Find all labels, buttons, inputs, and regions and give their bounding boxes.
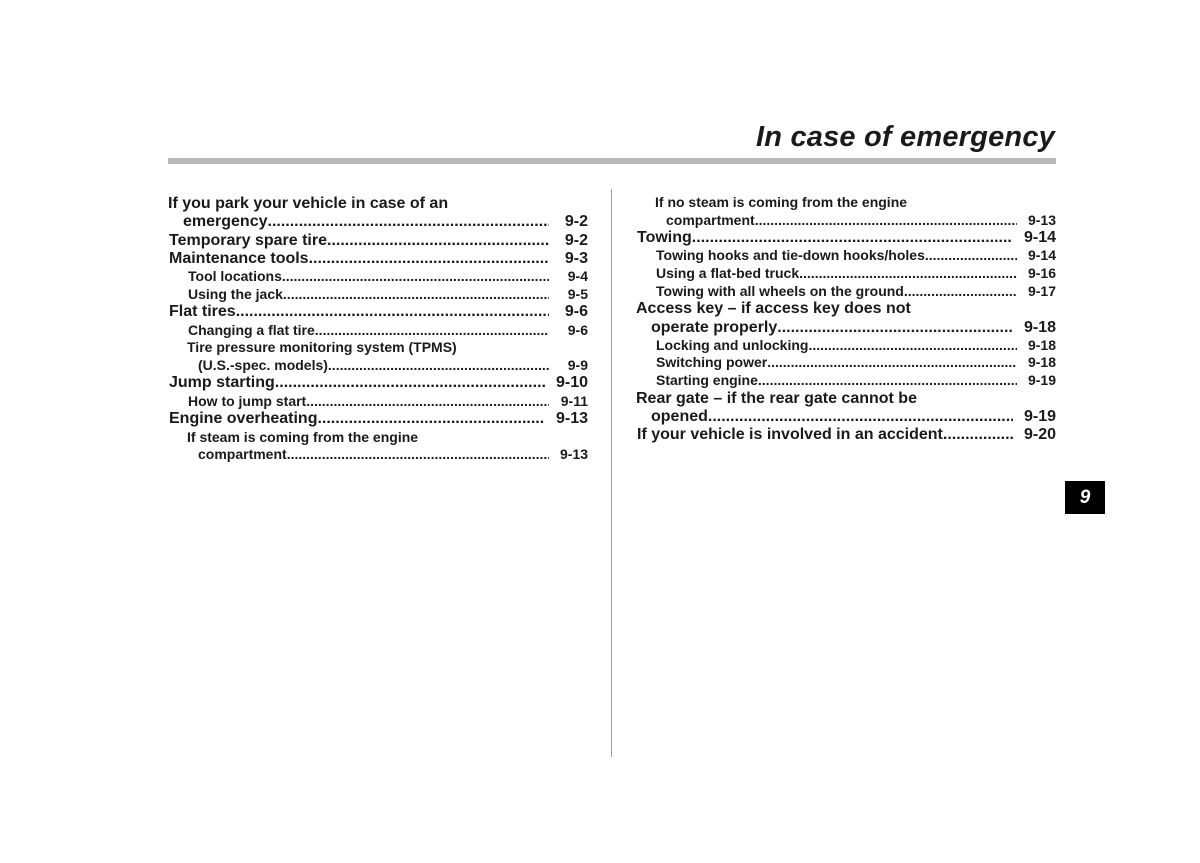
toc-entry[interactable] <box>636 265 1056 283</box>
toc-entry-line <box>655 247 1056 265</box>
toc-entry[interactable] <box>168 195 588 232</box>
toc-entry-title: Maintenance tools <box>169 249 309 267</box>
toc-entry-title: Tire pressure monitoring system (TPMS) <box>187 339 457 356</box>
toc-entry-title: Flat tires <box>169 303 236 321</box>
toc-entry-title: If steam is coming from the engine <box>187 428 419 445</box>
toc-entry[interactable] <box>168 232 588 250</box>
toc-entry-line <box>655 283 1056 301</box>
dot-leader <box>287 446 549 464</box>
toc-page-number: 9-6 <box>564 303 588 321</box>
toc-entry-title: Towing <box>637 229 692 247</box>
toc-entry-title: Engine overheating <box>169 410 318 428</box>
toc-entry[interactable] <box>636 354 1056 372</box>
toc-page-number: 9-11 <box>560 392 588 409</box>
toc-page-number: 9-18 <box>1027 336 1056 353</box>
toc-page-number: 9-2 <box>564 213 588 231</box>
toc-entry-line <box>168 410 588 428</box>
toc-entry-line <box>168 250 588 268</box>
toc-page-number: 9-16 <box>1027 265 1056 282</box>
toc-entry-title: Access key – if access key does not <box>636 300 911 318</box>
toc-page-number: 9-13 <box>559 446 588 463</box>
toc-entry[interactable] <box>168 393 588 411</box>
toc-page-number: 9-13 <box>555 410 588 428</box>
dot-leader <box>755 212 1017 230</box>
toc-entry-title: Rear gate – if the rear gate cannot be <box>636 389 917 407</box>
toc-entry-title: Towing hooks and tie-down hooks/holes <box>656 247 925 264</box>
toc-entry-line <box>655 265 1056 283</box>
toc-column-right <box>636 194 1056 445</box>
dot-leader <box>283 286 549 304</box>
toc-entry-line <box>187 286 588 304</box>
toc-entry-title: If your vehicle is involved in an accident <box>637 426 943 444</box>
toc-entry-title: Changing a flat tire <box>188 321 315 338</box>
dot-leader <box>282 268 549 286</box>
toc-page-number: 9-9 <box>567 356 588 373</box>
dot-leader <box>236 303 549 321</box>
toc-entry[interactable] <box>636 194 1056 229</box>
toc-page-number: 9-14 <box>1023 229 1056 247</box>
column-divider <box>611 189 612 757</box>
toc-page-number: 9-19 <box>1027 372 1056 389</box>
dot-leader <box>328 357 549 375</box>
toc-entry-title: Switching power <box>656 354 768 371</box>
toc-entry-title: How to jump start <box>188 392 307 409</box>
toc-entry[interactable] <box>636 283 1056 301</box>
toc-entry-line <box>655 354 1056 372</box>
toc-entry[interactable] <box>168 250 588 268</box>
dot-leader <box>692 229 1013 247</box>
dot-leader <box>799 265 1017 283</box>
toc-entry-line <box>655 337 1056 355</box>
dot-leader <box>758 372 1017 390</box>
toc-entry-line <box>655 194 1056 212</box>
toc-page-number: 9-5 <box>567 285 588 302</box>
toc-entry-title: Tool locations <box>188 268 282 285</box>
toc-page-number: 9-4 <box>567 268 588 285</box>
toc-entry-line <box>187 446 588 464</box>
dot-leader <box>268 213 550 231</box>
toc-page-number: 9-2 <box>564 231 588 249</box>
toc-page-number: 9-3 <box>564 249 588 267</box>
toc-column-left <box>168 195 588 464</box>
toc-entry[interactable] <box>636 390 1056 427</box>
page-title: In case of emergency <box>756 121 1055 153</box>
toc-entry[interactable] <box>636 247 1056 265</box>
toc-entry[interactable] <box>636 337 1056 355</box>
dot-leader <box>327 232 549 250</box>
toc-entry[interactable] <box>168 410 588 428</box>
toc-entry-line <box>168 195 588 213</box>
dot-leader <box>309 250 549 268</box>
toc-entry[interactable] <box>168 286 588 304</box>
toc-entry-title: emergency <box>183 213 268 231</box>
dot-leader <box>767 354 1017 372</box>
toc-entry-line <box>655 372 1056 390</box>
toc-entry-line <box>187 322 588 340</box>
toc-entry-title: Using a flat-bed truck <box>656 265 800 282</box>
toc-entry-title: Temporary spare tire <box>169 231 327 249</box>
chapter-tab[interactable] <box>1065 481 1105 514</box>
toc-entry-title: opened <box>651 407 708 425</box>
toc-page-number: 9-6 <box>567 321 588 338</box>
toc-entry-title: (U.S.-spec. models) <box>198 356 328 373</box>
dot-leader <box>925 247 1017 265</box>
dot-leader <box>306 393 549 411</box>
chapter-tab-number: 9 <box>1079 486 1091 508</box>
toc-entry-line <box>187 393 588 411</box>
toc-entry-line <box>187 268 588 286</box>
toc-page-number: 9-13 <box>1027 211 1056 228</box>
toc-page-number: 9-20 <box>1023 426 1056 444</box>
toc-entry-line <box>655 212 1056 230</box>
toc-entry-title: Using the jack <box>188 285 283 302</box>
toc-entry-title: Locking and unlocking <box>656 336 809 353</box>
toc-entry-title: compartment <box>666 211 755 228</box>
toc-entry-line <box>187 339 588 357</box>
toc-entry[interactable] <box>168 339 588 374</box>
toc-entry-line <box>636 408 1056 426</box>
dot-leader <box>708 408 1013 426</box>
toc-entry[interactable] <box>636 229 1056 247</box>
toc-entry-line <box>636 319 1056 337</box>
dot-leader <box>808 337 1017 355</box>
toc-entry-line <box>636 390 1056 408</box>
toc-page-number: 9-18 <box>1027 354 1056 371</box>
toc-entry-line <box>636 300 1056 318</box>
toc-entry-line <box>168 232 588 250</box>
toc-entry[interactable] <box>168 322 588 340</box>
toc-entry-line <box>636 426 1056 444</box>
toc-entry-title: If no steam is coming from the engine <box>655 194 908 210</box>
dot-leader <box>317 410 545 428</box>
toc-entry-line <box>168 374 588 392</box>
toc-entry[interactable] <box>168 303 588 321</box>
toc-entry-title: Jump starting <box>169 374 275 392</box>
toc-entry[interactable] <box>168 374 588 392</box>
dot-leader <box>943 426 1013 444</box>
toc-page-number: 9-14 <box>1027 247 1056 264</box>
dot-leader <box>315 322 549 340</box>
toc-entry[interactable] <box>168 268 588 286</box>
toc-page-number: 9-18 <box>1023 318 1056 336</box>
toc-entry-title: If you park your vehicle in case of an <box>168 195 449 212</box>
toc-entry-line <box>187 357 588 375</box>
toc-entry-line <box>168 303 588 321</box>
toc-page-number: 9-19 <box>1023 407 1056 425</box>
toc-entry[interactable] <box>636 426 1056 444</box>
toc-entry[interactable] <box>636 372 1056 390</box>
toc-entry[interactable] <box>168 429 588 464</box>
toc-entry[interactable] <box>636 300 1056 337</box>
toc-entry-title: operate properly <box>651 318 778 336</box>
dot-leader <box>275 374 545 392</box>
toc-entry-title: Towing with all wheels on the ground <box>656 282 904 299</box>
dot-leader <box>904 283 1017 301</box>
toc-entry-line <box>168 213 588 231</box>
header-rule <box>168 158 1056 164</box>
toc-entry-title: compartment <box>198 446 287 463</box>
toc-entry-line <box>187 429 588 447</box>
toc-entry-line <box>636 229 1056 247</box>
toc-entry-title: Starting engine <box>656 372 758 389</box>
toc-page-number: 9-17 <box>1027 282 1056 299</box>
toc-page-number: 9-10 <box>555 374 588 392</box>
dot-leader <box>777 319 1013 337</box>
